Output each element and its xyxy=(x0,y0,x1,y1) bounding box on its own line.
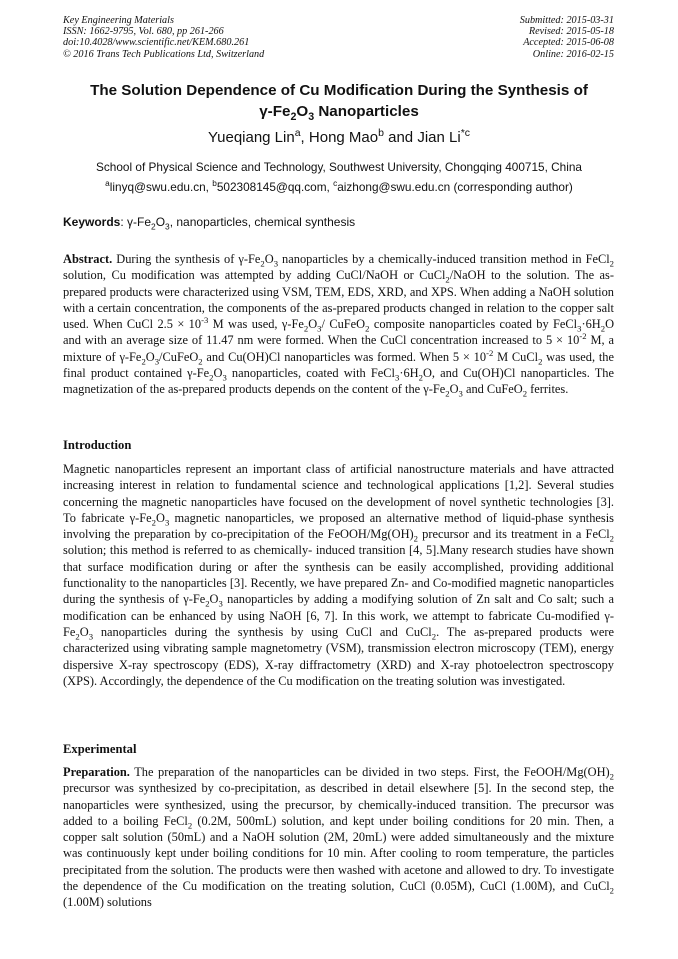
date-online: Online: 2016-02-15 xyxy=(532,48,614,60)
affiliation: School of Physical Science and Technology, Southwest University, Chongqing 400715, China xyxy=(96,160,582,174)
preparation-label: Preparation. xyxy=(63,765,130,779)
section-heading-introduction: Introduction xyxy=(63,438,132,452)
date-revised: Revised: 2015-05-18 xyxy=(528,26,614,38)
journal-copyright: © 2016 Trans Tech Publications Ltd, Switzerland xyxy=(63,48,265,60)
author-name: Jian Li xyxy=(417,129,461,146)
journal-header xyxy=(63,15,264,60)
keywords-label: Keywords xyxy=(63,215,121,229)
keywords: Keywords: $\gamma-Fe_2O_3$, nanoparticles, chemical synthesis xyxy=(63,215,356,232)
date-submitted: Submitted: 2015-03-31 xyxy=(519,15,614,26)
introduction-paragraph: Magnetic nanoparticles represent an important class of artificial nanostructure materials and have attracted increasing interest in relation to fundamental science and technological applications [1,2]. Several studies concerning the magnetic nanoparticles have focused on the development of novel synthetic technologies [3]. To fabricate $\gamma-Fe_2O_3$ magnetic nanoparticles, we proposed an alternative method of liquid-phase synthesis involving the preparation by co-precipitation of the FeOOH/$Mg(OH)_2$ precursor and its treatment in a FeCl$_2$ solution; this method is referred to as chemically- induced transition [4, 5].Many research studies have shown that surface modification during or after the synthesis can be easily accomplished, providing additional functionality to the nanoparticles [3]. Recently, we have prepared Zn- and Co-modified magnetic nanoparticles during the synthesis of $\gamma-Fe_2O_3$ nanoparticles by adding a modifying solution of Zn salt and Co salt; such a modification can be enhanced by using NaOH [6, 7]. In this work, we attempt to fabricate Cu-modified $\gamma-Fe_2O_3$ nanoparticles during the synthesis by using CuCl and CuCl$_2$. The as-prepared products were characterized using vibrating sample magnetometry (VSM), transmission electron microscopy (TEM), energy dispersive X-ray spectroscopy (EDS), X-ray diffractometry (XRD) and X-ray photoelectron spectroscopy (XPS). Accordingly, the dependence of the Cu modification on the treating solution was investigated. xyxy=(63,462,615,688)
author-name: Hong Mao xyxy=(308,129,379,146)
journal-issn: ISSN: 1662-9795, Vol. 680, pp 261-266 xyxy=(63,26,224,38)
title-line-1: The Solution Dependence of Cu Modification During the Synthesis of xyxy=(90,82,588,99)
dates-header xyxy=(520,15,614,60)
abstract-paragraph: Abstract. During the synthesis of $\gamma-Fe_2O_3$ nanoparticles by a chemically-induced transition method in FeCl$_2$ solution, Cu modification was attempted by adding CuCl/NaOH or CuCl$_2$/NaOH to the solution. The as-prepared products were characterized using VSM, TEM, EDS, XRD, and XPS. When adding a NaOH solution with a certain concentration, the components of the as-prepared products changed in relation to the copper salt used. When CuCl $2.5 \times 10^{-3}$ M was used, $\gamma-Fe_2O_3/$ CuFeO$_2$ composite nanoparticles coated by $FeCl_3\cdot 6H_2O$ and with an average size of 11.47 nm were formed. When the CuCl concentration increased to $5 \times 10^{-2}$ M, a mixture of $\gamma-Fe_2O_3/CuFeO_2$ and Cu(OH)Cl nanoparticles was formed. When $5 \times 10^{-2}$ M CuCl$_2$ was used, the final product contained $\gamma-Fe_2O_3$ nanoparticles, coated with $FeCl_3\cdot 6H_2O$, and Cu(OH)Cl nanoparticles. The magnetization of the as-prepared products depends on the content of the $\gamma-Fe_2O_3$ and CuFeO$_2$ ferrites. xyxy=(63,252,615,399)
paper-title xyxy=(40,80,638,122)
date-accepted: Accepted: 2015-06-08 xyxy=(523,37,614,49)
author-emails: $^a$linyq@swu.edu.cn, $^b$502308145@qq.com, $^c$aizhong@swu.edu.cn (corresponding author) xyxy=(105,179,573,194)
section-heading-experimental: Experimental xyxy=(63,742,137,756)
abstract-label: Abstract. xyxy=(63,252,113,266)
author-list: Yueqiang Lin$^a$, Hong Mao$^b$ and Jian Li$^{*c}$ xyxy=(207,127,471,146)
title-line-2: $\gamma-Fe_2O_3$ Nanoparticles xyxy=(259,103,419,124)
author-name: Yueqiang Lin xyxy=(207,129,295,146)
journal-doi: doi:10.4028/www.scientific.net/KEM.680.261 xyxy=(63,37,250,49)
experimental-paragraph: Preparation. The preparation of the nanoparticles can be divided in two steps. First, the FeOOH/$Mg(OH)_2$ precursor was synthesized by co-precipitation, as described in detail elsewhere [5]. In the second step, the nanoparticles were synthesized, using the precursor, by chemically-induced transition. The precursor was added to a boiling FeCl$_2$ (0.2M, 500mL) solution, and kept under boiling conditions for 20 min. Then, a copper salt solution (50mL) and a NaOH solution (2M, 20mL) were added simultaneously and the mixture was continuously kept under boiling conditions for 10 min. After cooling to room temperature, the particles precipitated from the solution. The products were then washed with acetone and allowed to dry. To investigate the dependence of the Cu modification on the treating solution, CuCl (0.05M), CuCl (1.00M), and CuCl$_2$ (1.00M) solutions xyxy=(63,765,614,910)
journal-name: Key Engineering Materials xyxy=(63,15,174,26)
